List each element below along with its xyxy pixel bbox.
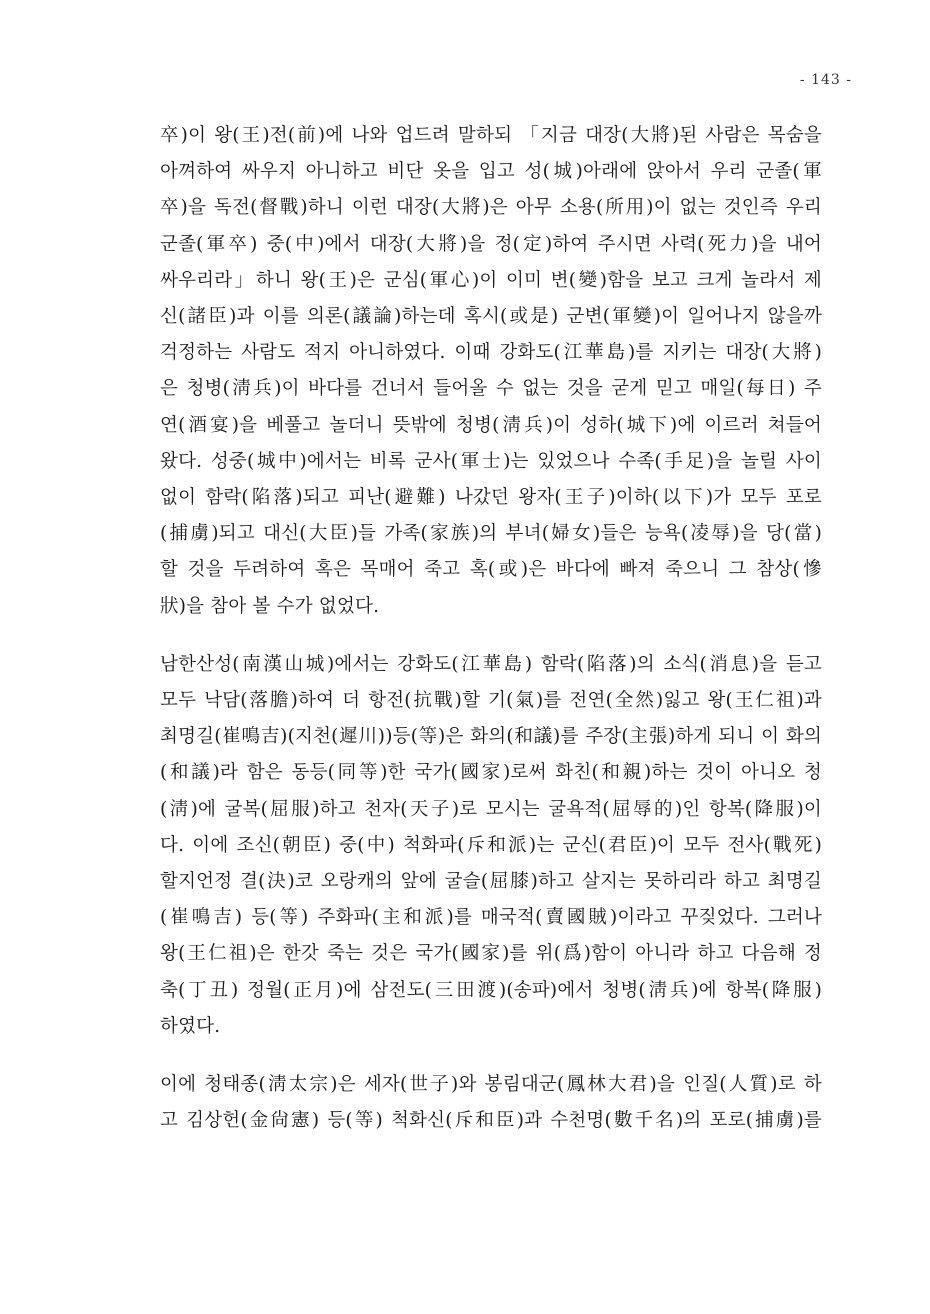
text-line: 하였다. bbox=[160, 1015, 221, 1037]
text-line: 아껴하여 싸우지 아니하고 비단 옷을 입고 성(城)아래에 앉아서 우리 군졸(軍 bbox=[160, 161, 822, 183]
paragraph-1 bbox=[160, 118, 822, 625]
text-line: 은 청병(淸兵)이 바다를 건너서 들어올 수 없는 것을 굳게 믿고 매일(每日) 주 bbox=[160, 378, 822, 400]
text-line: (和議)라 함은 동등(同等)한 국가(國家)로써 화친(和親)하는 것이 아니오 청 bbox=[160, 762, 822, 784]
text-line: (捕虜)되고 대신(大臣)들 가족(家族)의 부녀(婦女)들은 능욕(凌辱)을 당(當) bbox=[160, 523, 822, 545]
text-line: 남한산성(南漢山城)에서는 강화도(江華島) 함락(陷落)의 소식(消息)을 듣고 bbox=[160, 653, 822, 675]
text-line: 할 것을 두려하여 혹은 목매어 죽고 혹(或)은 바다에 빠져 죽으니 그 참상(慘 bbox=[160, 559, 822, 581]
text-line: 고 김상헌(金尙憲) 등(等) 척화신(斥和臣)과 수천명(數千名)의 포로(捕虜)를 bbox=[160, 1110, 822, 1132]
text-line: (淸)에 굴복(屈服)하고 천자(天子)로 모시는 굴욕적(屈辱的)인 항복(降服)이 bbox=[160, 798, 822, 820]
paragraph-2 bbox=[160, 647, 822, 1045]
text-line: 군졸(軍卒) 중(中)에서 대장(大將)을 정(定)하여 주시면 사력(死力)을 내어 bbox=[160, 233, 822, 255]
text-line: 卒)을 독전(督戰)하니 이런 대장(大將)은 아무 소용(所用)이 없는 것인즉 우리 bbox=[160, 197, 822, 219]
text-line: 卒)이 왕(王)전(前)에 나와 업드려 말하되 「지금 대장(大將)된 사람은 목숨을 bbox=[160, 125, 822, 146]
text-line: 축(丁丑) 정월(正月)에 삼전도(三田渡)(송파)에서 청병(淸兵)에 항복(降服) bbox=[160, 979, 822, 1001]
page-number: - 143 - bbox=[799, 72, 852, 88]
text-line: 걱정하는 사람도 적지 아니하였다. 이때 강화도(江華島)를 지키는 대장(大將) bbox=[160, 342, 822, 364]
text-line: 狀)을 참아 볼 수가 없었다. bbox=[160, 595, 380, 617]
text-line: (崔鳴吉) 등(等) 주화파(主和派)를 매국적(賣國賊)이라고 꾸짖었다. 그러나 bbox=[160, 907, 822, 929]
text-line: 다. 이에 조신(朝臣) 중(中) 척화파(斥和派)는 군신(君臣)이 모두 전사(戰死) bbox=[160, 834, 822, 856]
text-line: 왔다. 성중(城中)에서는 비록 군사(軍士)는 있었으나 수족(手足)을 놀릴 사이 bbox=[160, 450, 822, 472]
text-line: 최명길(崔鳴吉)(지천(遲川))등(等)은 화의(和議)를 주장(主張)하게 되니 이 화의 bbox=[160, 726, 822, 748]
text-line: 싸우리라」하니 왕(王)은 군심(軍心)이 이미 변(變)함을 보고 크게 놀라서 제 bbox=[160, 269, 822, 291]
text-line: 이에 청태종(淸太宗)은 세자(世子)와 봉림대군(鳳林大君)을 인질(人質)로 하 bbox=[160, 1074, 822, 1096]
text-line: 모두 낙담(落膽)하여 더 항전(抗戰)할 기(氣)를 전연(全然)잃고 왕(王仁祖)과 bbox=[160, 690, 822, 712]
text-line: 왕(王仁祖)은 한갓 죽는 것은 국가(國家)를 위(爲)함이 아니라 하고 다음해 정 bbox=[160, 943, 822, 965]
text-line: 할지언정 결(決)코 오랑캐의 앞에 굴슬(屈膝)하고 살지는 못하리라 하고 최명길 bbox=[160, 871, 822, 893]
text-line: 신(諸臣)과 이를 의론(議論)하는데 혹시(或是) 군변(軍變)이 일어나지 않을까 bbox=[160, 306, 822, 328]
paragraph-3 bbox=[160, 1067, 822, 1139]
text-line: 연(酒宴)을 베풀고 놀더니 뜻밖에 청병(淸兵)이 성하(城下)에 이르러 쳐들어 bbox=[160, 414, 822, 436]
text-line: 없이 함락(陷落)되고 피난(避難) 나갔던 왕자(王子)이하(以下)가 모두 포로 bbox=[160, 487, 822, 509]
document-body bbox=[160, 118, 822, 1161]
